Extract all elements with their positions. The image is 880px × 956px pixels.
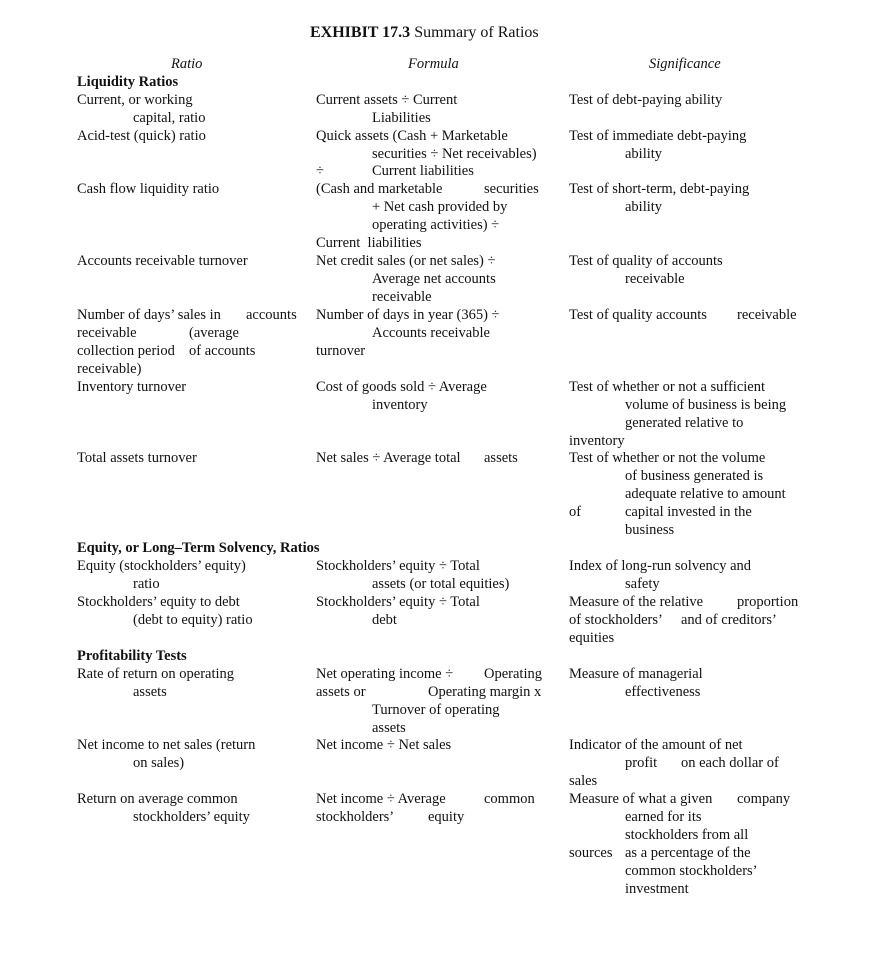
formula-current-line1: Current assets ÷ Current xyxy=(316,92,458,108)
significance-acid-line1: Test of immediate debt-paying xyxy=(569,128,747,144)
ratio-net-income-line2: on sales) xyxy=(133,755,185,771)
ratio-days-sales-line2b: (average xyxy=(189,325,239,341)
header-ratio: Ratio xyxy=(171,56,203,72)
section-profitability: Profitability Tests xyxy=(77,648,187,664)
significance-return-equity-line1: Measure of what a given xyxy=(569,791,713,807)
ratio-rate-return-line1: Rate of return on operating xyxy=(77,666,235,682)
ratio-net-income-line1: Net income to net sales (return xyxy=(77,737,256,753)
significance-ar-turnover-line1: Test of quality of accounts xyxy=(569,253,723,269)
significance-total-assets-line2: of business generated is xyxy=(625,468,764,484)
ratio-days-sales-line2: receivable xyxy=(77,325,137,341)
significance-return-equity-line6: investment xyxy=(625,881,689,897)
formula-net-income-line1: Net income ÷ Net sales xyxy=(316,737,452,753)
exhibit-title-text: Summary of Ratios xyxy=(414,24,539,41)
header-significance: Significance xyxy=(649,56,721,72)
ratio-equity-line1: Equity (stockholders’ equity) xyxy=(77,558,246,574)
significance-equity-debt-line2: of stockholders’ xyxy=(569,612,663,628)
ratio-rate-return-line2: assets xyxy=(133,684,167,700)
formula-return-equity-line2: stockholders’ xyxy=(316,809,395,825)
formula-return-equity-line1: Net income ÷ Average xyxy=(316,791,446,807)
formula-cashflow-line2: + Net cash provided by xyxy=(372,199,508,215)
ratio-current-line2: capital, ratio xyxy=(133,110,206,126)
significance-total-assets-line3: adequate relative to amount xyxy=(625,486,786,502)
formula-rate-return-line3: Turnover of operating xyxy=(372,702,500,718)
ratio-current-line1: Current, or working xyxy=(77,92,193,108)
ratio-return-equity-line1: Return on average common xyxy=(77,791,238,807)
formula-days-sales-line3: turnover xyxy=(316,343,366,359)
formula-current-line2: Liabilities xyxy=(372,110,431,126)
formula-rate-return-line1: Net operating income ÷ xyxy=(316,666,454,682)
significance-ar-turnover-line2: receivable xyxy=(625,271,685,287)
significance-inventory-line1: Test of whether or not a sufficient xyxy=(569,379,766,395)
formula-acid-line2: securities ÷ Net receivables) xyxy=(372,146,537,162)
header-formula: Formula xyxy=(408,56,459,72)
significance-current-line1: Test of debt-paying ability xyxy=(569,92,723,108)
ratio-days-sales-line1b: accounts xyxy=(246,307,297,323)
ratio-cashflow-line1: Cash flow liquidity ratio xyxy=(77,181,220,197)
significance-net-income-line3: sales xyxy=(569,773,598,789)
significance-cashflow-line1: Test of short-term, debt-paying xyxy=(569,181,750,197)
significance-rate-return-line1: Measure of managerial xyxy=(569,666,703,682)
formula-rate-return-line2b: Operating margin x xyxy=(428,684,542,700)
formula-cashflow-line4: Current liabilities xyxy=(316,235,422,251)
section-liquidity: Liquidity Ratios xyxy=(77,74,179,90)
significance-days-sales-line1b: receivable xyxy=(737,307,797,323)
formula-acid-line3: ÷ xyxy=(316,163,324,179)
formula-rate-return-line4: assets xyxy=(372,720,406,736)
exhibit-title xyxy=(310,24,539,42)
ratio-equity-debt-line2: (debt to equity) ratio xyxy=(133,612,253,628)
significance-net-income-line1: Indicator of the amount of net xyxy=(569,737,743,753)
significance-net-income-line2: profit xyxy=(625,755,658,771)
significance-return-equity-line2: earned for its xyxy=(625,809,702,825)
formula-cashflow-line3: operating activities) ÷ xyxy=(372,217,500,233)
ratio-equity-line2: ratio xyxy=(133,576,160,592)
formula-ar-turnover-line1: Net credit sales (or net sales) ÷ xyxy=(316,253,496,269)
significance-equity-debt-line1b: proportion xyxy=(737,594,799,610)
significance-return-equity-line3: stockholders from all xyxy=(625,827,749,843)
significance-total-assets-line1: Test of whether or not the volume xyxy=(569,450,766,466)
section-equity: Equity, or Long–Term Solvency, Ratios xyxy=(77,540,320,556)
formula-days-sales-line2: Accounts receivable xyxy=(372,325,490,341)
formula-equity-line2: assets (or total equities) xyxy=(372,576,510,592)
significance-inventory-line3: generated relative to xyxy=(625,415,744,431)
formula-inventory-line2: inventory xyxy=(372,397,428,413)
significance-equity-line1: Index of long-run solvency and xyxy=(569,558,752,574)
significance-net-income-line2b: on each dollar of xyxy=(681,755,779,771)
ratio-acid-line1: Acid-test (quick) ratio xyxy=(77,128,206,144)
formula-cashflow-line1b: securities xyxy=(484,181,539,197)
significance-equity-debt-line3: equities xyxy=(569,630,615,646)
ratio-return-equity-line2: stockholders’ equity xyxy=(133,809,250,825)
formula-cashflow-line1: (Cash and marketable xyxy=(316,181,443,197)
formula-equity-line1: Stockholders’ equity ÷ Total xyxy=(316,558,480,574)
ratio-days-sales-line4: receivable) xyxy=(77,361,142,377)
formula-return-equity-line2b: equity xyxy=(428,809,465,825)
significance-return-equity-line5: common stockholders’ xyxy=(625,863,758,879)
formula-rate-return-line1b: Operating xyxy=(484,666,542,682)
significance-return-equity-line4b: as a percentage of the xyxy=(625,845,751,861)
formula-rate-return-line2: assets or xyxy=(316,684,366,700)
ratio-ar-turnover-line1: Accounts receivable turnover xyxy=(77,253,248,269)
significance-return-equity-line4a: sources xyxy=(569,845,613,861)
significance-equity-line2: safety xyxy=(625,576,660,592)
exhibit-label: EXHIBIT 17.3 xyxy=(310,24,411,41)
significance-total-assets-line4a: of xyxy=(569,504,582,520)
formula-inventory-line1: Cost of goods sold ÷ Average xyxy=(316,379,487,395)
formula-total-assets-line1b: assets xyxy=(484,450,518,466)
significance-equity-debt-line2b: and of creditors’ xyxy=(681,612,777,628)
formula-acid-line1: Quick assets (Cash + Marketable xyxy=(316,128,508,144)
formula-ar-turnover-line2: Average net accounts xyxy=(372,271,496,287)
formula-equity-debt-line2: debt xyxy=(372,612,397,628)
significance-return-equity-line1b: company xyxy=(737,791,791,807)
formula-days-sales-line1: Number of days in year (365) ÷ xyxy=(316,307,500,323)
significance-total-assets-line5: business xyxy=(625,522,675,538)
formula-return-equity-line1b: common xyxy=(484,791,535,807)
ratio-total-assets-line1: Total assets turnover xyxy=(77,450,197,466)
ratio-equity-debt-line1: Stockholders’ equity to debt xyxy=(77,594,240,610)
ratio-days-sales-line3: collection period xyxy=(77,343,175,359)
significance-inventory-line4: inventory xyxy=(569,433,625,449)
formula-total-assets-line1: Net sales ÷ Average total xyxy=(316,450,461,466)
formula-equity-debt-line1: Stockholders’ equity ÷ Total xyxy=(316,594,480,610)
significance-acid-line2: ability xyxy=(625,146,663,162)
ratio-days-sales-line1: Number of days’ sales in xyxy=(77,307,221,323)
significance-cashflow-line2: ability xyxy=(625,199,663,215)
significance-rate-return-line2: effectiveness xyxy=(625,684,701,700)
ratio-inventory-line1: Inventory turnover xyxy=(77,379,187,395)
significance-inventory-line2: volume of business is being xyxy=(625,397,787,413)
significance-equity-debt-line1: Measure of the relative xyxy=(569,594,704,610)
significance-days-sales-line1: Test of quality accounts xyxy=(569,307,707,323)
formula-acid-line4: Current liabilities xyxy=(372,163,474,179)
formula-ar-turnover-line3: receivable xyxy=(372,289,432,305)
ratio-days-sales-line3b: of accounts xyxy=(189,343,256,359)
significance-total-assets-line4b: capital invested in the xyxy=(625,504,752,520)
